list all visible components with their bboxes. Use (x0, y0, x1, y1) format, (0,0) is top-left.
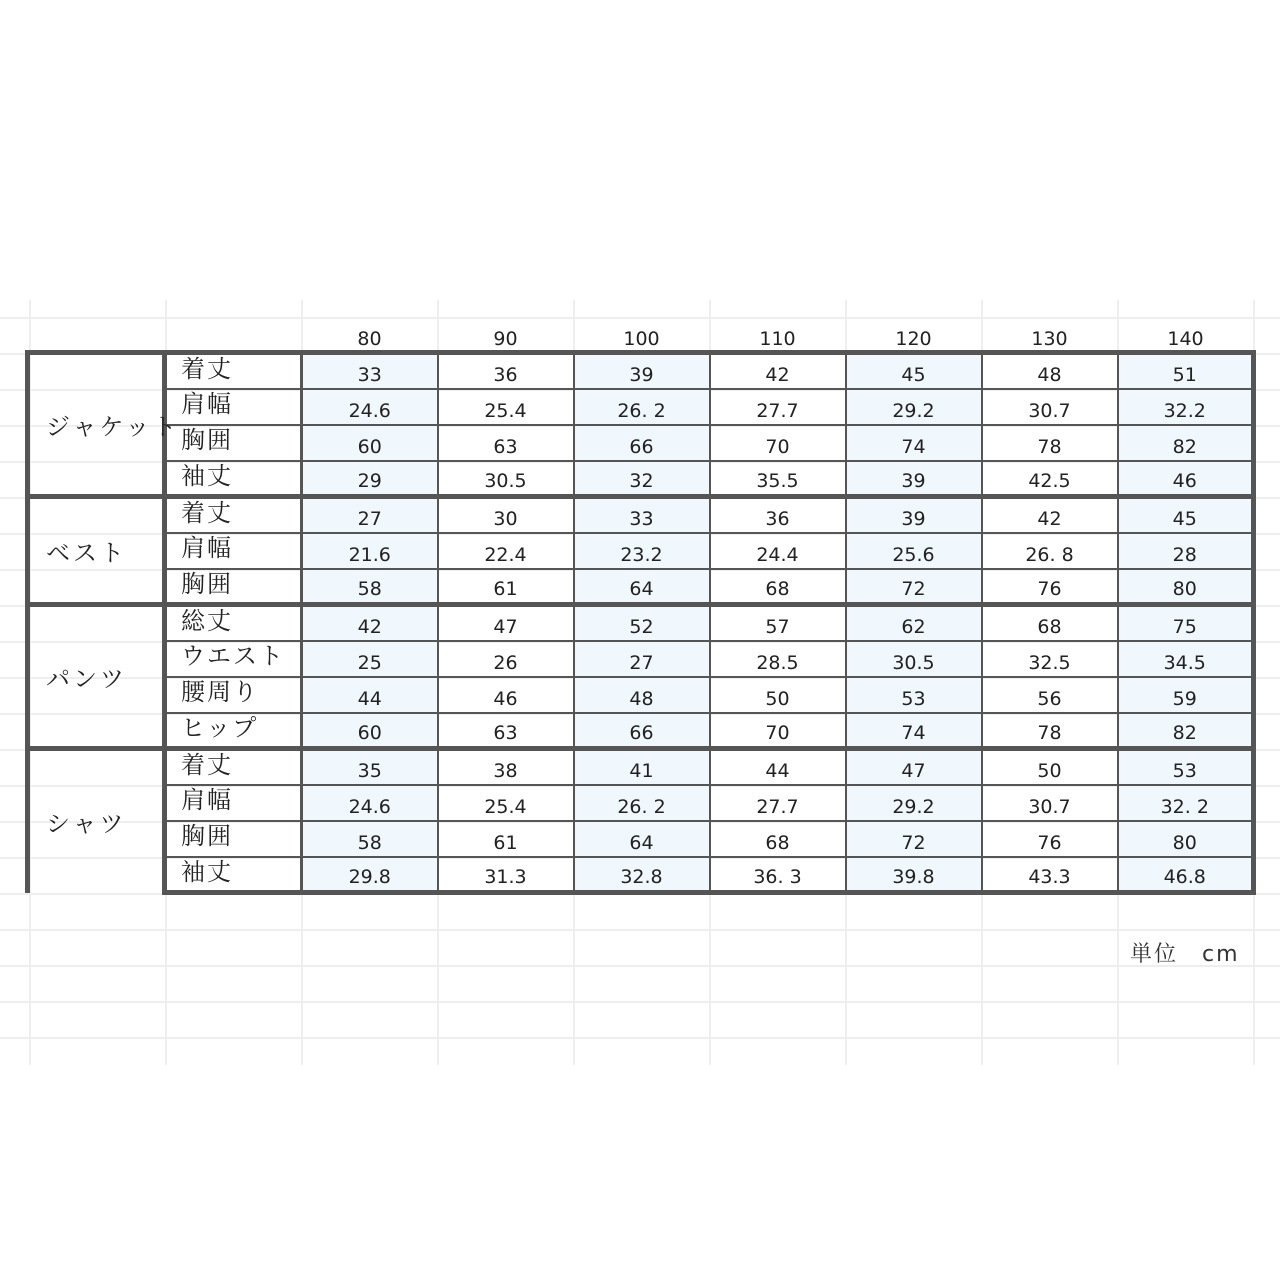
table-row (28, 353, 1254, 389)
measurement-label: 胸囲 (165, 821, 302, 857)
measurement-value: 31.3 (438, 857, 574, 893)
measurement-value: 27.7 (710, 785, 846, 821)
measurement-value: 74 (846, 713, 982, 749)
measurement-value: 45 (1118, 497, 1254, 533)
table-row (28, 425, 1254, 461)
measurement-value: 72 (846, 821, 982, 857)
table-row (28, 749, 1254, 785)
measurement-value: 63 (438, 713, 574, 749)
measurement-value: 64 (574, 569, 710, 605)
measurement-value: 36 (438, 353, 574, 389)
measurement-value: 51 (1118, 353, 1254, 389)
measurement-value: 36 (710, 497, 846, 533)
measurement-value: 74 (846, 425, 982, 461)
size-header: 100 (623, 328, 660, 350)
measurement-label: 着丈 (165, 353, 302, 389)
size-chart-table (25, 328, 1256, 895)
measurement-value: 82 (1118, 713, 1254, 749)
measurement-label: 袖丈 (165, 461, 302, 497)
measurement-label: 肩幅 (165, 785, 302, 821)
measurement-value: 42 (302, 605, 438, 641)
measurement-value: 52 (574, 605, 710, 641)
size-header-row (28, 350, 1254, 353)
measurement-value: 75 (1118, 605, 1254, 641)
measurement-value: 61 (438, 821, 574, 857)
measurement-value: 80 (1118, 569, 1254, 605)
measurement-value: 42 (982, 497, 1118, 533)
table-row (28, 461, 1254, 497)
measurement-label: 袖丈 (165, 857, 302, 893)
measurement-value: 47 (438, 605, 574, 641)
measurement-value: 44 (302, 677, 438, 713)
measurement-value: 66 (574, 713, 710, 749)
size-header: 110 (759, 328, 796, 350)
measurement-value: 30.5 (846, 641, 982, 677)
measurement-value: 48 (982, 353, 1118, 389)
measurement-value: 61 (438, 569, 574, 605)
measurement-value: 58 (302, 821, 438, 857)
measurement-value: 66 (574, 425, 710, 461)
measurement-value: 50 (710, 677, 846, 713)
measurement-value: 47 (846, 749, 982, 785)
measurement-value: 27.7 (710, 389, 846, 425)
measurement-value: 35.5 (710, 461, 846, 497)
measurement-value: 82 (1118, 425, 1254, 461)
measurement-value: 32.2 (1118, 389, 1254, 425)
measurement-value: 56 (982, 677, 1118, 713)
measurement-label: 肩幅 (165, 389, 302, 425)
measurement-value: 25 (302, 641, 438, 677)
measurement-value: 39 (846, 461, 982, 497)
measurement-value: 62 (846, 605, 982, 641)
measurement-value: 30.7 (982, 389, 1118, 425)
measurement-value: 53 (846, 677, 982, 713)
measurement-value: 29.8 (302, 857, 438, 893)
garment-category: ジャケット (28, 353, 165, 497)
measurement-value: 26. 2 (574, 389, 710, 425)
measurement-value: 68 (710, 569, 846, 605)
measurement-value: 72 (846, 569, 982, 605)
table-row (28, 641, 1254, 677)
measurement-value: 39.8 (846, 857, 982, 893)
measurement-value: 26 (438, 641, 574, 677)
measurement-value: 22.4 (438, 533, 574, 569)
table-row (28, 857, 1254, 893)
measurement-value: 45 (846, 353, 982, 389)
measurement-value: 78 (982, 713, 1118, 749)
table-row (28, 677, 1254, 713)
measurement-value: 34.5 (1118, 641, 1254, 677)
measurement-value: 50 (982, 749, 1118, 785)
measurement-value: 25.4 (438, 389, 574, 425)
measurement-value: 59 (1118, 677, 1254, 713)
measurement-label: 総丈 (165, 605, 302, 641)
measurement-value: 27 (574, 641, 710, 677)
garment-category: シャツ (28, 749, 165, 893)
measurement-value: 76 (982, 569, 1118, 605)
garment-category: ベスト (28, 497, 165, 605)
measurement-value: 24.6 (302, 785, 438, 821)
measurement-label: 肩幅 (165, 533, 302, 569)
measurement-value: 57 (710, 605, 846, 641)
unit-label: 単位 cm (1130, 942, 1240, 967)
measurement-value: 70 (710, 425, 846, 461)
measurement-value: 60 (302, 425, 438, 461)
table-row (28, 785, 1254, 821)
measurement-value: 25.6 (846, 533, 982, 569)
table-row (28, 569, 1254, 605)
measurement-value: 32.8 (574, 857, 710, 893)
measurement-value: 60 (302, 713, 438, 749)
measurement-value: 26. 8 (982, 533, 1118, 569)
measurement-value: 46 (1118, 461, 1254, 497)
measurement-value: 76 (982, 821, 1118, 857)
size-header: 130 (1031, 328, 1068, 350)
measurement-label: 着丈 (165, 749, 302, 785)
size-header: 80 (357, 328, 382, 350)
measurement-value: 33 (574, 497, 710, 533)
measurement-value: 28 (1118, 533, 1254, 569)
measurement-value: 24.4 (710, 533, 846, 569)
measurement-value: 29.2 (846, 785, 982, 821)
size-header: 120 (895, 328, 932, 350)
measurement-value: 43.3 (982, 857, 1118, 893)
measurement-value: 36. 3 (710, 857, 846, 893)
table-row (28, 605, 1254, 641)
measurement-value: 46 (438, 677, 574, 713)
measurement-value: 30.7 (982, 785, 1118, 821)
table-body (28, 353, 1254, 893)
table-row (28, 497, 1254, 533)
measurement-value: 28.5 (710, 641, 846, 677)
measurement-value: 48 (574, 677, 710, 713)
measurement-value: 39 (846, 497, 982, 533)
measurement-value: 44 (710, 749, 846, 785)
measurement-value: 78 (982, 425, 1118, 461)
measurement-value: 29.2 (846, 389, 982, 425)
measurement-value: 39 (574, 353, 710, 389)
measurement-value: 42.5 (982, 461, 1118, 497)
measurement-value: 80 (1118, 821, 1254, 857)
measurement-value: 29 (302, 461, 438, 497)
size-header: 90 (493, 328, 518, 350)
table-row (28, 713, 1254, 749)
size-header: 140 (1167, 328, 1204, 350)
measurement-value: 38 (438, 749, 574, 785)
measurement-value: 27 (302, 497, 438, 533)
measurement-value: 68 (982, 605, 1118, 641)
measurement-value: 24.6 (302, 389, 438, 425)
measurement-value: 21.6 (302, 533, 438, 569)
measurement-value: 32 (574, 461, 710, 497)
measurement-value: 42 (710, 353, 846, 389)
measurement-value: 41 (574, 749, 710, 785)
measurement-label: 着丈 (165, 497, 302, 533)
measurement-value: 33 (302, 353, 438, 389)
measurement-value: 68 (710, 821, 846, 857)
table-row (28, 389, 1254, 425)
measurement-value: 26. 2 (574, 785, 710, 821)
measurement-value: 30 (438, 497, 574, 533)
measurement-value: 30.5 (438, 461, 574, 497)
measurement-value: 53 (1118, 749, 1254, 785)
measurement-value: 25.4 (438, 785, 574, 821)
measurement-value: 35 (302, 749, 438, 785)
table-row (28, 821, 1254, 857)
table-row (28, 533, 1254, 569)
measurement-value: 63 (438, 425, 574, 461)
measurement-label: ヒップ (165, 713, 302, 749)
measurement-label: 胸囲 (165, 569, 302, 605)
measurement-value: 23.2 (574, 533, 710, 569)
measurement-value: 70 (710, 713, 846, 749)
measurement-label: 腰周り (165, 677, 302, 713)
garment-category: パンツ (28, 605, 165, 749)
measurement-label: ウエスト (165, 641, 302, 677)
measurement-value: 32. 2 (1118, 785, 1254, 821)
measurement-value: 46.8 (1118, 857, 1254, 893)
measurement-value: 58 (302, 569, 438, 605)
measurement-value: 64 (574, 821, 710, 857)
measurement-value: 32.5 (982, 641, 1118, 677)
measurement-label: 胸囲 (165, 425, 302, 461)
